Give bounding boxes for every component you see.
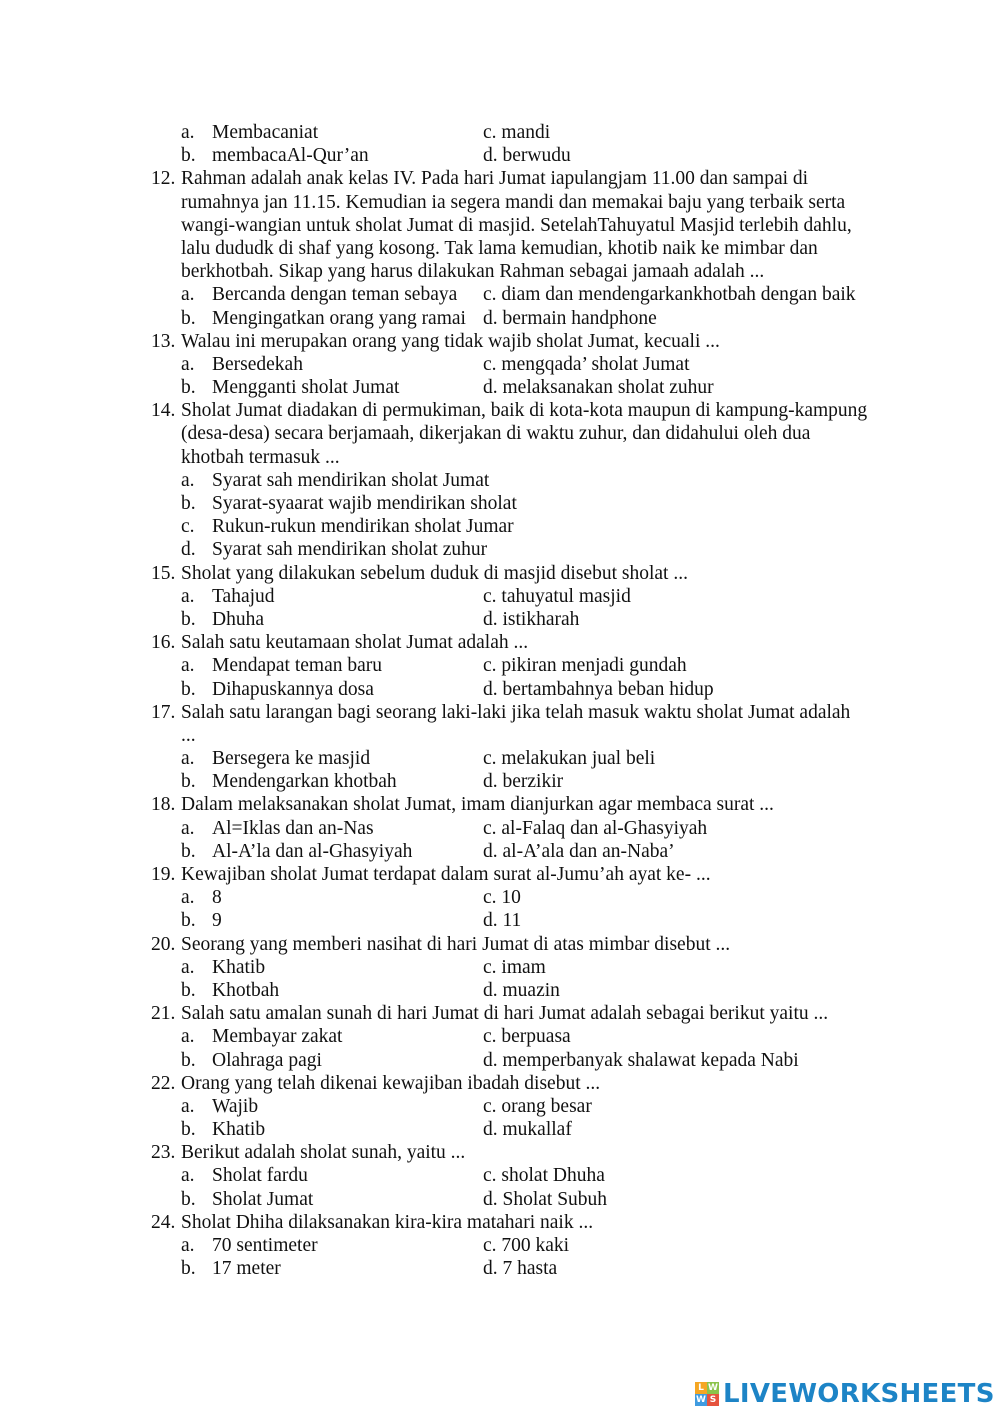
question-row — [0, 1211, 1000, 1234]
question-number: 24. — [151, 1211, 176, 1233]
question-number: 22. — [151, 1072, 176, 1094]
liveworksheets-logo-icon — [695, 1382, 719, 1406]
question-text: Rahman adalah anak kelas IV. Pada hari Jumat iapulangjam 11.00 dan sampai di — [181, 168, 809, 190]
option-text: 9 — [212, 910, 222, 932]
option-left — [181, 654, 382, 677]
option-letter: d. — [181, 539, 196, 561]
option-text: Syarat sah mendirikan sholat zuhur — [212, 539, 488, 561]
options-row — [0, 492, 1000, 515]
option-letter: b. — [181, 678, 196, 700]
option-left — [181, 678, 374, 701]
option-letter: a. — [181, 585, 195, 607]
options-row — [0, 144, 1000, 167]
option-right: d. bermain handphone — [483, 307, 657, 329]
option-text: Khatib — [212, 956, 266, 978]
question-text: lalu dududk di shaf yang kosong. Tak lama kemudian, khotib naik ke mimbar dan — [181, 237, 818, 259]
options-row — [0, 1234, 1000, 1257]
option-right: c. pikiran menjadi gundah — [483, 655, 687, 677]
option-letter: a. — [181, 956, 195, 978]
option-text: Dihapuskannya dosa — [212, 678, 374, 700]
question-text: Seorang yang memberi nasihat di hari Jumat di atas mimbar disebut ... — [181, 933, 731, 955]
option-left — [181, 121, 318, 144]
options-row — [0, 307, 1000, 330]
option-left — [181, 1025, 342, 1048]
option-left — [181, 1257, 281, 1280]
option-right: d. 7 hasta — [483, 1258, 558, 1280]
option-letter: c. — [181, 516, 195, 538]
options-row — [0, 747, 1000, 770]
question-row — [0, 933, 1000, 956]
question-number: 13. — [151, 330, 176, 352]
options-row — [0, 1049, 1000, 1072]
question-continuation — [0, 422, 1000, 445]
question-text: Berikut adalah sholat sunah, yaitu ... — [181, 1142, 466, 1164]
option-text: Khotbah — [212, 979, 280, 1001]
question-continuation — [0, 191, 1000, 214]
option-right: c. melakukan jual beli — [483, 748, 656, 770]
option-right: c. orang besar — [483, 1095, 592, 1117]
option-left — [181, 817, 374, 840]
option-letter: a. — [181, 655, 195, 677]
question-row — [0, 701, 1000, 724]
option-right: d. memperbanyak shalawat kepada Nabi — [483, 1049, 799, 1071]
option-letter: b. — [181, 493, 196, 514]
option-right: d. istikharah — [483, 608, 580, 630]
option-letter: b. — [181, 145, 196, 167]
option-left — [181, 538, 487, 561]
option-right: c. diam dan mendengarkankhotbah dengan baik — [483, 284, 856, 306]
question-continuation — [0, 260, 1000, 283]
options-row — [0, 1095, 1000, 1118]
option-text: Sholat Jumat — [212, 1188, 314, 1210]
question-row — [0, 1002, 1000, 1025]
options-row — [0, 770, 1000, 793]
option-letter: a. — [181, 284, 195, 306]
option-text: 70 sentimeter — [212, 1235, 318, 1256]
option-letter: a. — [181, 122, 195, 143]
options-row — [0, 469, 1000, 492]
option-letter: b. — [181, 840, 196, 862]
option-left — [181, 979, 279, 1002]
option-text: 17 meter — [212, 1258, 281, 1280]
option-letter: a. — [181, 1235, 195, 1256]
option-left — [181, 1118, 265, 1141]
question-number: 15. — [151, 562, 176, 584]
option-left — [181, 770, 397, 793]
question-text: Sholat yang dilakukan sebelum duduk di masjid disebut sholat ... — [181, 562, 688, 584]
option-letter: b. — [181, 307, 196, 329]
question-row — [0, 562, 1000, 585]
option-letter: a. — [181, 469, 195, 491]
option-right: c. 700 kaki — [483, 1235, 570, 1256]
option-text: 8 — [212, 887, 222, 909]
option-right: c. mengqada’ sholat Jumat — [483, 353, 690, 375]
question-number: 12. — [151, 168, 176, 190]
option-right: d. al-A’ala dan an-Naba’ — [483, 840, 675, 862]
option-right: c. mandi — [483, 122, 551, 143]
option-text: Syarat sah mendirikan sholat Jumat — [212, 469, 490, 491]
question-number: 19. — [151, 864, 176, 885]
options-row — [0, 886, 1000, 909]
question-row — [0, 330, 1000, 353]
option-right: d. melaksanakan sholat zuhur — [483, 377, 714, 399]
option-text: Rukun-rukun mendirikan sholat Jumar — [212, 516, 514, 538]
option-letter: a. — [181, 887, 195, 909]
option-letter: b. — [181, 1119, 196, 1141]
question-continuation — [0, 237, 1000, 260]
option-right: c. sholat Dhuha — [483, 1165, 605, 1187]
option-left — [181, 886, 222, 909]
question-text: ... — [181, 724, 196, 746]
question-number: 18. — [151, 794, 176, 816]
options-row — [0, 840, 1000, 863]
option-text: Olahraga pagi — [212, 1049, 322, 1071]
option-text: Mendengarkan khotbah — [212, 771, 397, 793]
option-left — [181, 376, 399, 399]
option-left — [181, 909, 222, 932]
option-letter: b. — [181, 1258, 196, 1280]
question-row — [0, 1141, 1000, 1164]
options-row — [0, 121, 1000, 144]
option-text: Khatib — [212, 1119, 266, 1141]
question-text: Orang yang telah dikenai kewajiban ibadah disebut ... — [181, 1072, 601, 1094]
option-text: membacaAl-Qur’an — [212, 145, 369, 167]
option-left — [181, 747, 370, 770]
question-row — [0, 863, 1000, 886]
option-text: Mengingatkan orang yang ramai — [212, 307, 466, 329]
option-right: d. berwudu — [483, 145, 571, 167]
question-row — [0, 793, 1000, 816]
question-text: khotbah termasuk ... — [181, 446, 340, 468]
options-row — [0, 1025, 1000, 1048]
option-letter: b. — [181, 771, 196, 793]
option-letter: a. — [181, 1165, 195, 1187]
option-text: Wajib — [212, 1095, 259, 1117]
option-left — [181, 1188, 313, 1211]
option-letter: b. — [181, 377, 196, 399]
option-right: d. muazin — [483, 979, 560, 1001]
question-continuation — [0, 446, 1000, 469]
option-left — [181, 283, 457, 306]
option-right: c. imam — [483, 956, 546, 978]
options-row — [0, 817, 1000, 840]
option-letter: b. — [181, 979, 196, 1001]
question-text: Salah satu larangan bagi seorang laki-laki jika telah masuk waktu sholat Jumat adalah — [181, 701, 851, 723]
logo-cell: S — [707, 1394, 719, 1406]
options-row — [0, 1257, 1000, 1280]
question-number: 23. — [151, 1142, 176, 1164]
option-letter: a. — [181, 353, 195, 375]
question-text: Kewajiban sholat Jumat terdapat dalam surat al-Jumu’ah ayat ke- ... — [181, 864, 711, 885]
option-left — [181, 492, 517, 515]
question-text: Sholat Jumat diadakan di permukiman, baik di kota-kota maupun di kampung-kampung — [181, 400, 868, 422]
option-left — [181, 1164, 308, 1187]
question-text: Walau ini merupakan orang yang tidak wajib sholat Jumat, kecuali ... — [181, 330, 720, 352]
option-right: d. 11 — [483, 910, 522, 932]
brand-wordmark: LIVEWORKSHEETS — [723, 1379, 995, 1409]
options-row — [0, 283, 1000, 306]
question-continuation — [0, 214, 1000, 237]
option-right: d. Sholat Subuh — [483, 1188, 608, 1210]
option-right: c. tahuyatul masjid — [483, 585, 631, 607]
option-text: Syarat-syaarat wajib mendirikan sholat — [212, 493, 517, 514]
options-row — [0, 585, 1000, 608]
question-row — [0, 631, 1000, 654]
option-right: d. bertambahnya beban hidup — [483, 678, 714, 700]
option-right: c. 10 — [483, 887, 521, 909]
question-row — [0, 1072, 1000, 1095]
option-left — [181, 1095, 258, 1118]
option-right: d. berzikir — [483, 771, 564, 793]
option-text: Tahajud — [212, 585, 275, 607]
question-text: rumahnya jan 11.15. Kemudian ia segera mandi dan memakai baju yang terbaik serta — [181, 191, 846, 213]
question-text: berkhotbah. Sikap yang harus dilakukan Rahman sebagai jamaah adalah ... — [181, 261, 765, 283]
options-row — [0, 1118, 1000, 1141]
option-letter: a. — [181, 1026, 195, 1048]
question-number: 14. — [151, 400, 176, 422]
option-left — [181, 1234, 318, 1257]
option-text: Membacaniat — [212, 122, 319, 143]
options-row — [0, 909, 1000, 932]
option-left — [181, 1049, 322, 1072]
option-left — [181, 840, 412, 863]
question-text: Sholat Dhiha dilaksanakan kira-kira matahari naik ... — [181, 1211, 594, 1233]
options-row — [0, 515, 1000, 538]
options-row — [0, 353, 1000, 376]
question-row — [0, 167, 1000, 190]
option-text: Mendapat teman baru — [212, 655, 383, 677]
option-text: Al-A’la dan al-Ghasyiyah — [212, 840, 413, 862]
option-left — [181, 144, 369, 167]
option-left — [181, 469, 489, 492]
option-letter: b. — [181, 1188, 196, 1210]
option-left — [181, 608, 264, 631]
options-row — [0, 1164, 1000, 1187]
option-text: Dhuha — [212, 608, 264, 630]
question-text: Salah satu keutamaan sholat Jumat adalah ... — [181, 632, 529, 654]
option-right: c. al-Falaq dan al-Ghasyiyah — [483, 817, 708, 839]
option-letter: a. — [181, 817, 195, 839]
option-right: d. mukallaf — [483, 1119, 572, 1141]
options-row — [0, 678, 1000, 701]
question-number: 17. — [151, 701, 176, 723]
option-letter: a. — [181, 748, 195, 770]
question-text: wangi-wangian untuk sholat Jumat di masjid. SetelahTahuyatul Masjid terlebih dahlu, — [181, 214, 852, 236]
question-number: 20. — [151, 933, 176, 955]
option-left — [181, 307, 466, 330]
option-left — [181, 353, 303, 376]
option-text: Bersegera ke masjid — [212, 748, 371, 770]
options-row — [0, 538, 1000, 561]
option-text: Sholat fardu — [212, 1165, 308, 1187]
option-text: Bersedekah — [212, 353, 303, 375]
question-text: (desa-desa) secara berjamaah, dikerjakan di waktu zuhur, dan didahului oleh dua — [181, 423, 811, 445]
logo-cell: W — [696, 1395, 706, 1405]
question-number: 16. — [151, 632, 176, 654]
logo-cell: L — [695, 1382, 707, 1394]
question-continuation — [0, 724, 1000, 747]
question-text: Dalam melaksanakan sholat Jumat, imam dianjurkan agar membaca surat ... — [181, 794, 774, 816]
liveworksheets-brand — [695, 1379, 995, 1409]
options-row — [0, 956, 1000, 979]
option-text: Mengganti sholat Jumat — [212, 377, 400, 399]
option-left — [181, 956, 265, 979]
options-row — [0, 1188, 1000, 1211]
option-letter: a. — [181, 1095, 195, 1117]
question-number: 21. — [151, 1003, 176, 1025]
option-text: Bercanda dengan teman sebaya — [212, 284, 458, 306]
option-letter: b. — [181, 1049, 196, 1071]
options-row — [0, 608, 1000, 631]
option-text: Al=Iklas dan an-Nas — [212, 817, 374, 839]
options-row — [0, 376, 1000, 399]
logo-cell: W — [708, 1383, 718, 1393]
options-row — [0, 654, 1000, 677]
option-left — [181, 585, 275, 608]
option-right: c. berpuasa — [483, 1026, 571, 1048]
option-letter: b. — [181, 608, 196, 630]
option-left — [181, 515, 514, 538]
options-row — [0, 979, 1000, 1002]
question-row — [0, 399, 1000, 422]
option-text: Membayar zakat — [212, 1026, 343, 1048]
worksheet-content — [0, 121, 1000, 1280]
question-text: Salah satu amalan sunah di hari Jumat di hari Jumat adalah sebagai berikut yaitu ... — [181, 1003, 829, 1025]
option-letter: b. — [181, 910, 196, 932]
